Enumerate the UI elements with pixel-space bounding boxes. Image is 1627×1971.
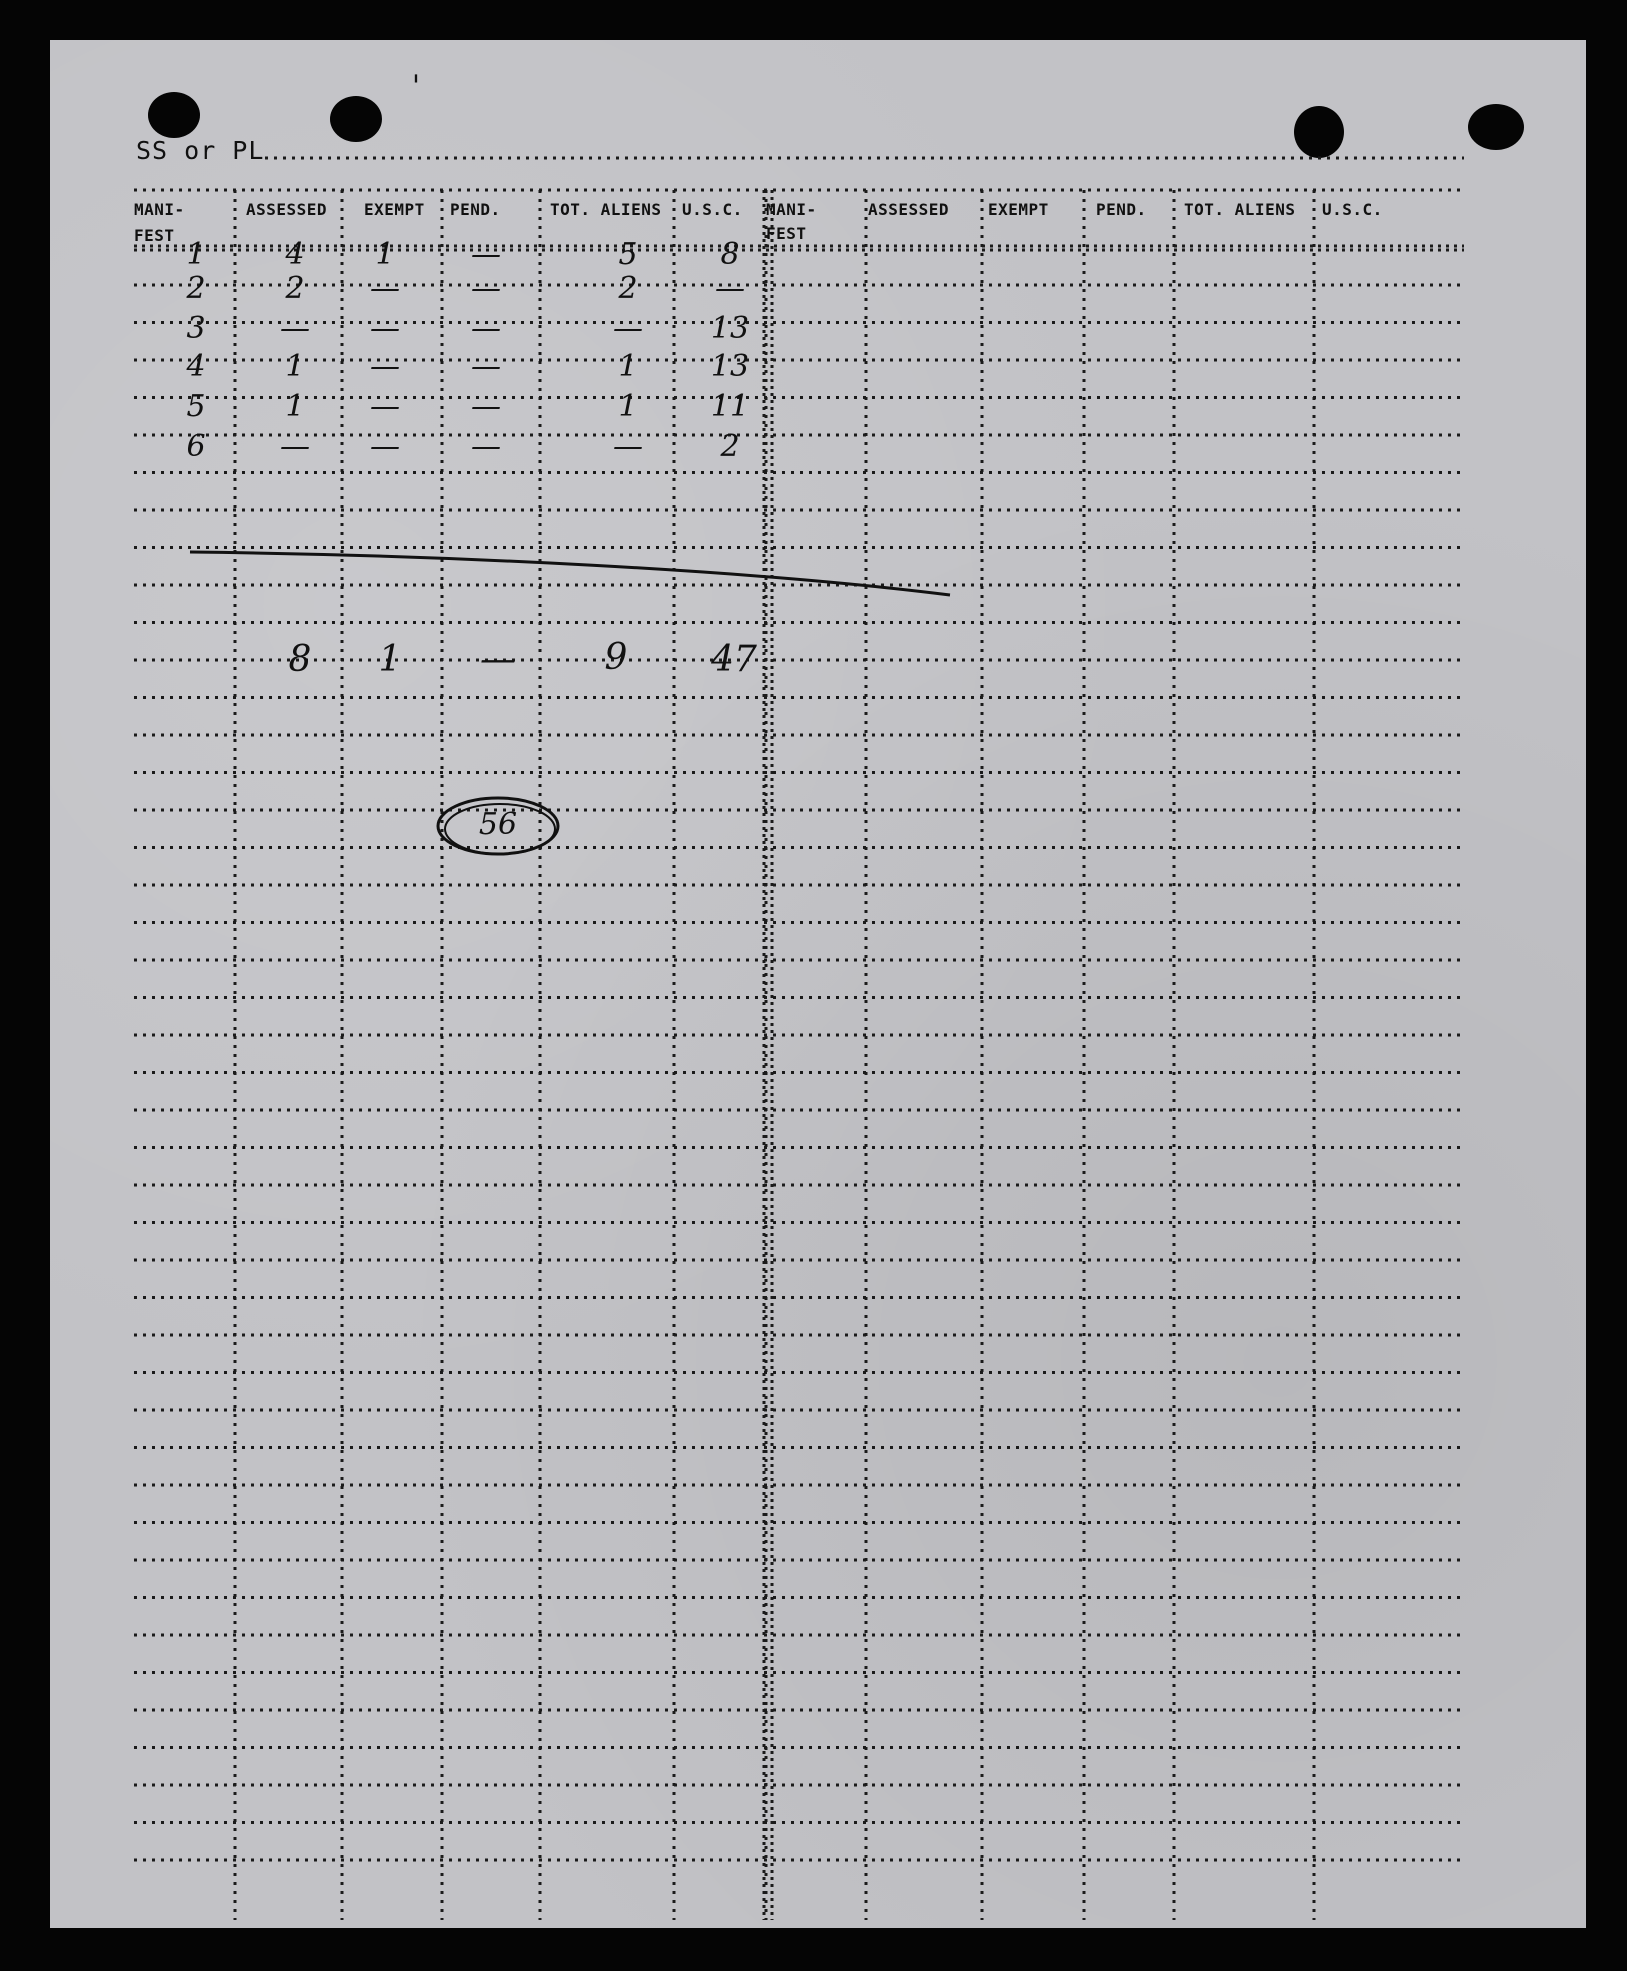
header-manifest-left-2: FEST <box>134 226 175 245</box>
cell-exempt: — <box>370 349 400 384</box>
cell-exempt: — <box>370 429 400 464</box>
total-assessed: 8 <box>288 639 312 680</box>
header-tot-aliens-right: TOT. ALIENS <box>1184 200 1296 219</box>
cell-pend: — <box>471 389 501 424</box>
header-assessed-right: ASSESSED <box>868 200 950 219</box>
cell-pend: — <box>471 311 501 346</box>
cell-tot-aliens: — <box>613 429 643 464</box>
cell-assessed: 2 <box>285 271 305 306</box>
cell-assessed: — <box>280 311 310 346</box>
total-tot-aliens: 9 <box>604 637 628 678</box>
cell-assessed: 1 <box>285 349 305 384</box>
header-manifest-left: MANI- <box>134 200 185 219</box>
cell-usc: 8 <box>720 237 740 272</box>
cell-pend: — <box>471 237 501 272</box>
header-usc-left: U.S.C. <box>682 200 743 219</box>
cell-usc: 2 <box>720 429 740 464</box>
total-usc: 47 <box>711 639 757 680</box>
ship-label: SS or PL <box>136 136 265 165</box>
cell-tot-aliens: — <box>613 311 643 346</box>
header-tot-aliens-left: TOT. ALIENS <box>550 200 662 219</box>
header-pend-left: PEND. <box>450 200 501 219</box>
cell-manifest: 5 <box>186 389 206 424</box>
cell-usc: — <box>715 271 745 306</box>
cell-tot-aliens: 2 <box>618 271 638 306</box>
stray-mark: ' <box>411 69 421 104</box>
cell-tot-aliens: 5 <box>618 237 638 272</box>
header-manifest-right-2: FEST <box>766 224 807 243</box>
cell-assessed: — <box>280 429 310 464</box>
header-assessed-left: ASSESSED <box>246 200 328 219</box>
cell-manifest: 4 <box>186 349 206 384</box>
cell-pend: — <box>471 429 501 464</box>
circled-total: 56 <box>478 807 518 842</box>
header-usc-right: U.S.C. <box>1322 200 1383 219</box>
cell-exempt: — <box>370 389 400 424</box>
cell-manifest: 6 <box>186 429 206 464</box>
cell-exempt: 1 <box>375 237 395 272</box>
total-pend: — <box>480 639 516 680</box>
cell-usc: 13 <box>710 349 750 384</box>
total-underline <box>190 552 950 595</box>
cell-manifest: 3 <box>186 311 206 346</box>
cell-pend: — <box>471 271 501 306</box>
header-exempt-left: EXEMPT <box>364 200 425 219</box>
cell-assessed: 4 <box>285 237 305 272</box>
total-exempt: 1 <box>378 639 402 680</box>
cell-tot-aliens: 1 <box>618 349 638 384</box>
cell-exempt: — <box>370 311 400 346</box>
header-manifest-right: MANI- <box>766 200 817 219</box>
cell-manifest: 1 <box>186 237 206 272</box>
cell-usc: 13 <box>710 311 750 346</box>
cell-exempt: — <box>370 271 400 306</box>
cell-pend: — <box>471 349 501 384</box>
cell-tot-aliens: 1 <box>618 389 638 424</box>
header-exempt-right: EXEMPT <box>988 200 1049 219</box>
form-sheet <box>50 40 1586 1928</box>
header-pend-right: PEND. <box>1096 200 1147 219</box>
cell-usc: 11 <box>710 389 750 424</box>
cell-manifest: 2 <box>186 271 206 306</box>
cell-assessed: 1 <box>285 389 305 424</box>
